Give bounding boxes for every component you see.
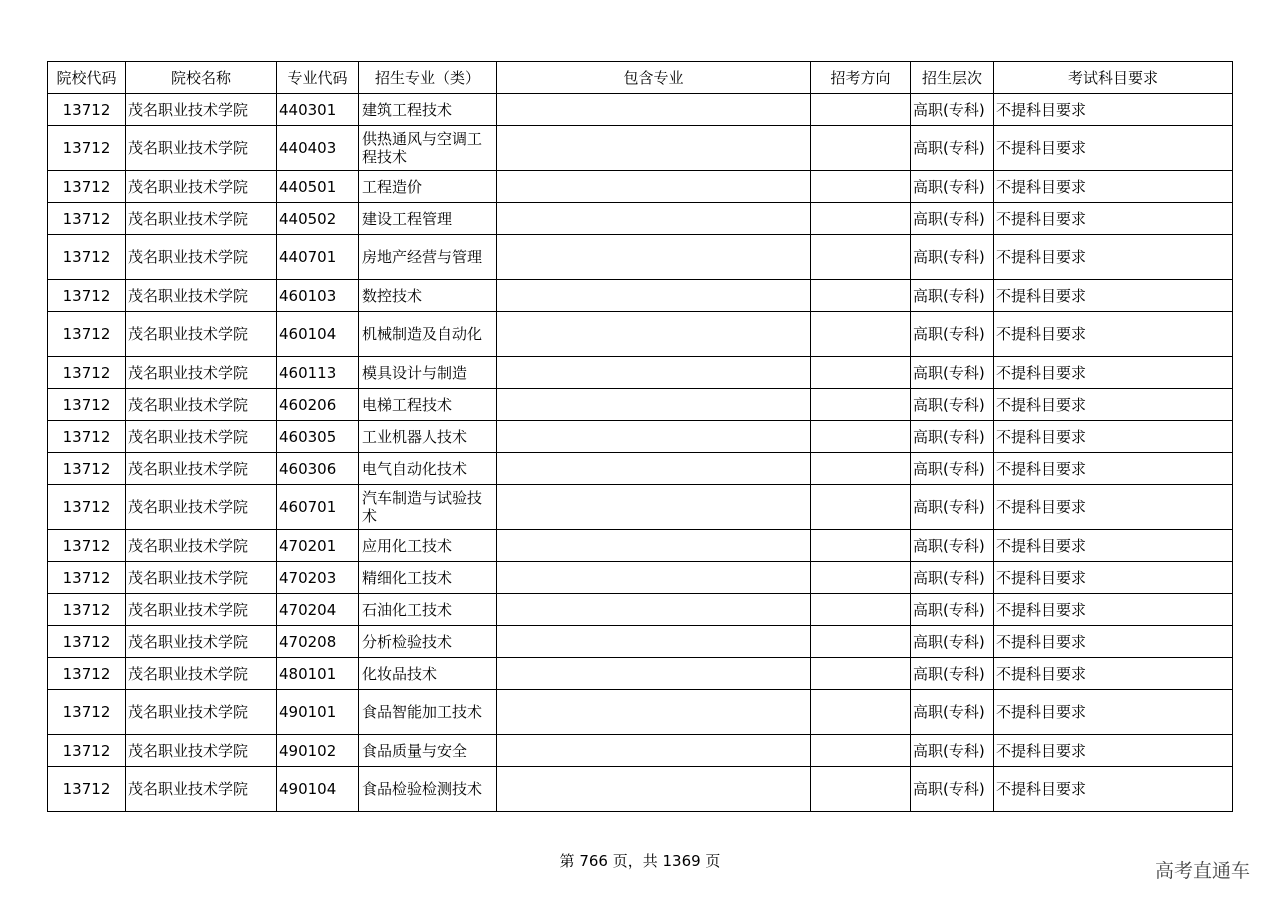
cell-major-name: 化妆品技术 <box>359 658 497 690</box>
cell-school-name: 茂名职业技术学院 <box>126 453 277 485</box>
cell-level: 高职(专科) <box>911 594 994 626</box>
cell-level: 高职(专科) <box>911 562 994 594</box>
cell-school-code: 13712 <box>48 658 126 690</box>
cell-direction <box>811 562 911 594</box>
cell-major-name: 建设工程管理 <box>359 203 497 235</box>
cell-major-name: 分析检验技术 <box>359 626 497 658</box>
cell-major-code: 460206 <box>277 389 359 421</box>
cell-major-name: 数控技术 <box>359 280 497 312</box>
cell-school-code: 13712 <box>48 690 126 735</box>
cell-level: 高职(专科) <box>911 626 994 658</box>
cell-major-code: 470204 <box>277 594 359 626</box>
cell-direction <box>811 530 911 562</box>
table-row <box>48 690 1233 735</box>
cell-subject-requirement: 不提科目要求 <box>994 690 1233 735</box>
cell-subject-requirement: 不提科目要求 <box>994 530 1233 562</box>
cell-major-name: 食品质量与安全 <box>359 735 497 767</box>
cell-major-code: 480101 <box>277 658 359 690</box>
cell-direction <box>811 594 911 626</box>
cell-school-code: 13712 <box>48 203 126 235</box>
cell-direction <box>811 485 911 530</box>
cell-school-name: 茂名职业技术学院 <box>126 312 277 357</box>
cell-school-code: 13712 <box>48 530 126 562</box>
cell-direction <box>811 235 911 280</box>
cell-major-code: 470201 <box>277 530 359 562</box>
cell-subject-requirement: 不提科目要求 <box>994 126 1233 171</box>
cell-major-name: 工程造价 <box>359 171 497 203</box>
cell-school-name: 茂名职业技术学院 <box>126 235 277 280</box>
cell-included-majors <box>497 658 811 690</box>
cell-level: 高职(专科) <box>911 357 994 389</box>
cell-major-code: 440301 <box>277 94 359 126</box>
table-row <box>48 312 1233 357</box>
cell-school-name: 茂名职业技术学院 <box>126 562 277 594</box>
cell-major-code: 440502 <box>277 203 359 235</box>
cell-school-name: 茂名职业技术学院 <box>126 203 277 235</box>
table-row <box>48 126 1233 171</box>
cell-major-code: 460103 <box>277 280 359 312</box>
cell-level: 高职(专科) <box>911 421 994 453</box>
cell-school-name: 茂名职业技术学院 <box>126 171 277 203</box>
cell-level: 高职(专科) <box>911 530 994 562</box>
cell-direction <box>811 126 911 171</box>
cell-direction <box>811 357 911 389</box>
table-row <box>48 626 1233 658</box>
cell-school-name: 茂名职业技术学院 <box>126 767 277 812</box>
cell-level: 高职(专科) <box>911 485 994 530</box>
cell-level: 高职(专科) <box>911 203 994 235</box>
cell-subject-requirement: 不提科目要求 <box>994 357 1233 389</box>
cell-subject-requirement: 不提科目要求 <box>994 453 1233 485</box>
col-header-direction: 招考方向 <box>811 62 911 94</box>
cell-school-code: 13712 <box>48 626 126 658</box>
table-row <box>48 235 1233 280</box>
cell-direction <box>811 690 911 735</box>
table-row <box>48 594 1233 626</box>
cell-direction <box>811 312 911 357</box>
cell-school-code: 13712 <box>48 735 126 767</box>
table-row <box>48 767 1233 812</box>
cell-major-code: 460701 <box>277 485 359 530</box>
cell-level: 高职(专科) <box>911 389 994 421</box>
cell-direction <box>811 735 911 767</box>
cell-school-code: 13712 <box>48 767 126 812</box>
cell-school-name: 茂名职业技术学院 <box>126 485 277 530</box>
cell-subject-requirement: 不提科目要求 <box>994 767 1233 812</box>
cell-school-name: 茂名职业技术学院 <box>126 126 277 171</box>
cell-subject-requirement: 不提科目要求 <box>994 658 1233 690</box>
cell-major-code: 440701 <box>277 235 359 280</box>
cell-subject-requirement: 不提科目要求 <box>994 485 1233 530</box>
cell-school-name: 茂名职业技术学院 <box>126 594 277 626</box>
table-row <box>48 280 1233 312</box>
cell-school-name: 茂名职业技术学院 <box>126 389 277 421</box>
cell-major-code: 490102 <box>277 735 359 767</box>
cell-school-name: 茂名职业技术学院 <box>126 626 277 658</box>
cell-major-name: 房地产经营与管理 <box>359 235 497 280</box>
cell-major-name: 食品检验检测技术 <box>359 767 497 812</box>
table-row <box>48 453 1233 485</box>
cell-school-code: 13712 <box>48 312 126 357</box>
table-row <box>48 203 1233 235</box>
table-row <box>48 485 1233 530</box>
cell-school-name: 茂名职业技术学院 <box>126 690 277 735</box>
cell-school-name: 茂名职业技术学院 <box>126 280 277 312</box>
cell-school-name: 茂名职业技术学院 <box>126 658 277 690</box>
cell-level: 高职(专科) <box>911 235 994 280</box>
table-row <box>48 530 1233 562</box>
cell-subject-requirement: 不提科目要求 <box>994 171 1233 203</box>
header-row <box>48 62 1233 94</box>
cell-school-name: 茂名职业技术学院 <box>126 357 277 389</box>
cell-major-name: 机械制造及自动化 <box>359 312 497 357</box>
cell-direction <box>811 421 911 453</box>
cell-subject-requirement: 不提科目要求 <box>994 594 1233 626</box>
cell-major-name: 石油化工技术 <box>359 594 497 626</box>
cell-included-majors <box>497 389 811 421</box>
table-row <box>48 94 1233 126</box>
cell-direction <box>811 280 911 312</box>
cell-direction <box>811 171 911 203</box>
cell-included-majors <box>497 312 811 357</box>
cell-direction <box>811 94 911 126</box>
cell-subject-requirement: 不提科目要求 <box>994 389 1233 421</box>
page-footer: 第 766 页，共 1369 页 <box>559 852 721 870</box>
cell-school-code: 13712 <box>48 94 126 126</box>
table-row <box>48 421 1233 453</box>
cell-included-majors <box>497 485 811 530</box>
cell-school-code: 13712 <box>48 453 126 485</box>
cell-subject-requirement: 不提科目要求 <box>994 735 1233 767</box>
cell-school-code: 13712 <box>48 171 126 203</box>
cell-school-name: 茂名职业技术学院 <box>126 530 277 562</box>
table-row <box>48 658 1233 690</box>
cell-included-majors <box>497 203 811 235</box>
col-header-subject-requirement: 考试科目要求 <box>994 62 1233 94</box>
cell-level: 高职(专科) <box>911 312 994 357</box>
cell-subject-requirement: 不提科目要求 <box>994 280 1233 312</box>
cell-major-name: 电梯工程技术 <box>359 389 497 421</box>
cell-major-code: 460305 <box>277 421 359 453</box>
col-header-level: 招生层次 <box>911 62 994 94</box>
cell-major-code: 460104 <box>277 312 359 357</box>
cell-direction <box>811 626 911 658</box>
cell-direction <box>811 658 911 690</box>
cell-major-code: 470203 <box>277 562 359 594</box>
cell-level: 高职(专科) <box>911 171 994 203</box>
col-header-school-name: 院校名称 <box>126 62 277 94</box>
cell-direction <box>811 203 911 235</box>
cell-school-code: 13712 <box>48 594 126 626</box>
cell-major-name: 精细化工技术 <box>359 562 497 594</box>
cell-included-majors <box>497 357 811 389</box>
cell-subject-requirement: 不提科目要求 <box>994 235 1233 280</box>
cell-subject-requirement: 不提科目要求 <box>994 421 1233 453</box>
cell-school-name: 茂名职业技术学院 <box>126 94 277 126</box>
cell-major-code: 490101 <box>277 690 359 735</box>
col-header-school-code: 院校代码 <box>48 62 126 94</box>
cell-major-code: 460113 <box>277 357 359 389</box>
cell-level: 高职(专科) <box>911 690 994 735</box>
cell-included-majors <box>497 562 811 594</box>
cell-subject-requirement: 不提科目要求 <box>994 626 1233 658</box>
cell-school-code: 13712 <box>48 235 126 280</box>
cell-level: 高职(专科) <box>911 280 994 312</box>
cell-included-majors <box>497 421 811 453</box>
cell-school-name: 茂名职业技术学院 <box>126 735 277 767</box>
cell-major-code: 440403 <box>277 126 359 171</box>
cell-school-code: 13712 <box>48 485 126 530</box>
cell-school-code: 13712 <box>48 126 126 171</box>
cell-school-code: 13712 <box>48 357 126 389</box>
table-row <box>48 735 1233 767</box>
cell-major-name: 汽车制造与试验技术 <box>359 485 497 530</box>
cell-level: 高职(专科) <box>911 767 994 812</box>
cell-level: 高职(专科) <box>911 126 994 171</box>
cell-major-code: 460306 <box>277 453 359 485</box>
cell-direction <box>811 453 911 485</box>
cell-major-code: 470208 <box>277 626 359 658</box>
cell-subject-requirement: 不提科目要求 <box>994 562 1233 594</box>
cell-major-name: 应用化工技术 <box>359 530 497 562</box>
col-header-major: 招生专业（类） <box>359 62 497 94</box>
col-header-major-code: 专业代码 <box>277 62 359 94</box>
cell-included-majors <box>497 453 811 485</box>
cell-level: 高职(专科) <box>911 735 994 767</box>
cell-subject-requirement: 不提科目要求 <box>994 312 1233 357</box>
cell-included-majors <box>497 530 811 562</box>
cell-included-majors <box>497 690 811 735</box>
cell-school-code: 13712 <box>48 421 126 453</box>
table-body <box>48 94 1233 812</box>
table-row <box>48 171 1233 203</box>
cell-included-majors <box>497 594 811 626</box>
cell-level: 高职(专科) <box>911 658 994 690</box>
cell-included-majors <box>497 171 811 203</box>
cell-major-name: 建筑工程技术 <box>359 94 497 126</box>
cell-school-code: 13712 <box>48 280 126 312</box>
cell-major-name: 供热通风与空调工程技术 <box>359 126 497 171</box>
cell-included-majors <box>497 626 811 658</box>
cell-direction <box>811 389 911 421</box>
cell-major-code: 440501 <box>277 171 359 203</box>
table-row <box>48 562 1233 594</box>
cell-included-majors <box>497 735 811 767</box>
table-row <box>48 389 1233 421</box>
table-row <box>48 357 1233 389</box>
cell-included-majors <box>497 94 811 126</box>
cell-school-code: 13712 <box>48 562 126 594</box>
cell-subject-requirement: 不提科目要求 <box>994 203 1233 235</box>
cell-included-majors <box>497 126 811 171</box>
cell-included-majors <box>497 235 811 280</box>
admissions-table <box>47 61 1233 812</box>
cell-school-name: 茂名职业技术学院 <box>126 421 277 453</box>
cell-direction <box>811 767 911 812</box>
cell-major-name: 食品智能加工技术 <box>359 690 497 735</box>
cell-level: 高职(专科) <box>911 94 994 126</box>
cell-major-name: 工业机器人技术 <box>359 421 497 453</box>
cell-major-name: 电气自动化技术 <box>359 453 497 485</box>
cell-included-majors <box>497 767 811 812</box>
col-header-included-majors: 包含专业 <box>497 62 811 94</box>
cell-subject-requirement: 不提科目要求 <box>994 94 1233 126</box>
cell-level: 高职(专科) <box>911 453 994 485</box>
cell-school-code: 13712 <box>48 389 126 421</box>
cell-major-code: 490104 <box>277 767 359 812</box>
cell-major-name: 模具设计与制造 <box>359 357 497 389</box>
watermark: 高考直通车 <box>1154 860 1250 882</box>
cell-included-majors <box>497 280 811 312</box>
